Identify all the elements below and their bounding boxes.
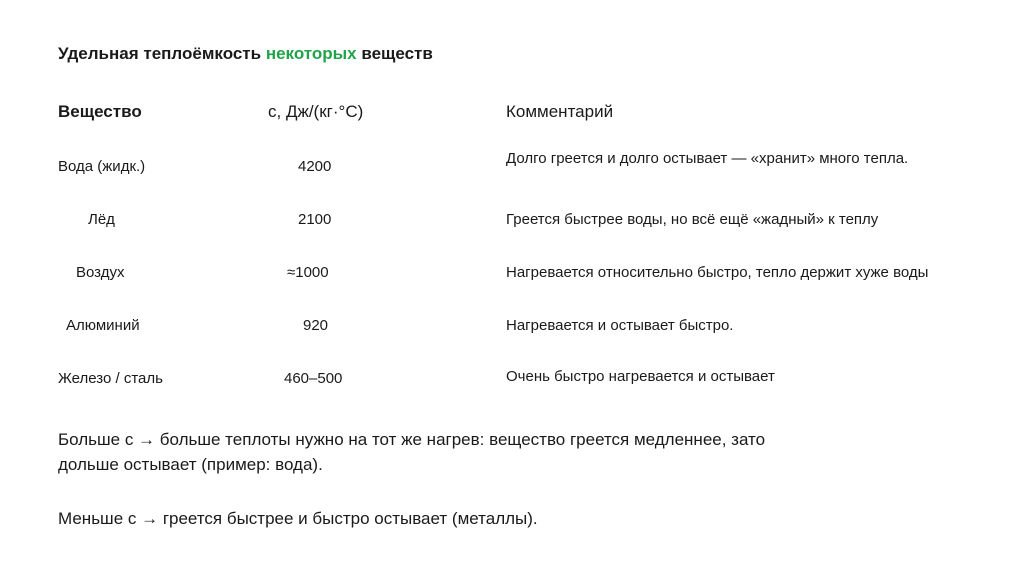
- header-comment: Комментарий: [506, 102, 614, 121]
- row-ice-substance: Лёд: [88, 211, 115, 228]
- row-water-substance: Вода (жидк.): [58, 158, 146, 175]
- row-ice-c: 2100: [298, 211, 332, 228]
- row-water-c: 4200: [298, 158, 332, 175]
- note-more-c: [58, 427, 958, 477]
- row-water-comment: Долго греется и долго остывает — «хранит» много тепла.: [506, 150, 909, 167]
- title-accent: некоторых: [265, 44, 357, 63]
- header-substance: Вещество: [58, 102, 142, 121]
- title-part2: веществ: [356, 44, 433, 63]
- row-aluminum-comment: Нагревается и остывает быстро.: [506, 317, 734, 334]
- note-more-line2: дольше остывает (пример: вода).: [58, 455, 323, 474]
- note-more-line1: Больше с → больше теплоты нужно на тот же нагрев: вещество греется медленнее, зато: [58, 430, 766, 449]
- row-aluminum-c: 920: [303, 317, 329, 334]
- row-iron-comment: Очень быстро нагревается и остывает: [506, 368, 775, 385]
- slide-title: [58, 44, 433, 64]
- note-less-c: Меньше с → греется быстрее и быстро остывает (металлы).: [58, 509, 538, 528]
- row-air-comment: Нагревается относительно быстро, тепло держит хуже воды: [506, 264, 929, 281]
- row-air-substance: Воздух: [76, 264, 125, 281]
- title-part1: Удельная теплоёмкость: [58, 44, 266, 63]
- row-air-c: ≈1000: [287, 264, 329, 281]
- row-aluminum-substance: Алюминий: [66, 317, 140, 334]
- row-iron-c: 460–500: [284, 370, 343, 387]
- row-iron-substance: Железо / сталь: [58, 370, 163, 387]
- row-ice-comment: Греется быстрее воды, но всё ещё «жадный» к теплу: [506, 211, 879, 228]
- header-specific-heat: с, Дж/(кг·°С): [268, 102, 364, 121]
